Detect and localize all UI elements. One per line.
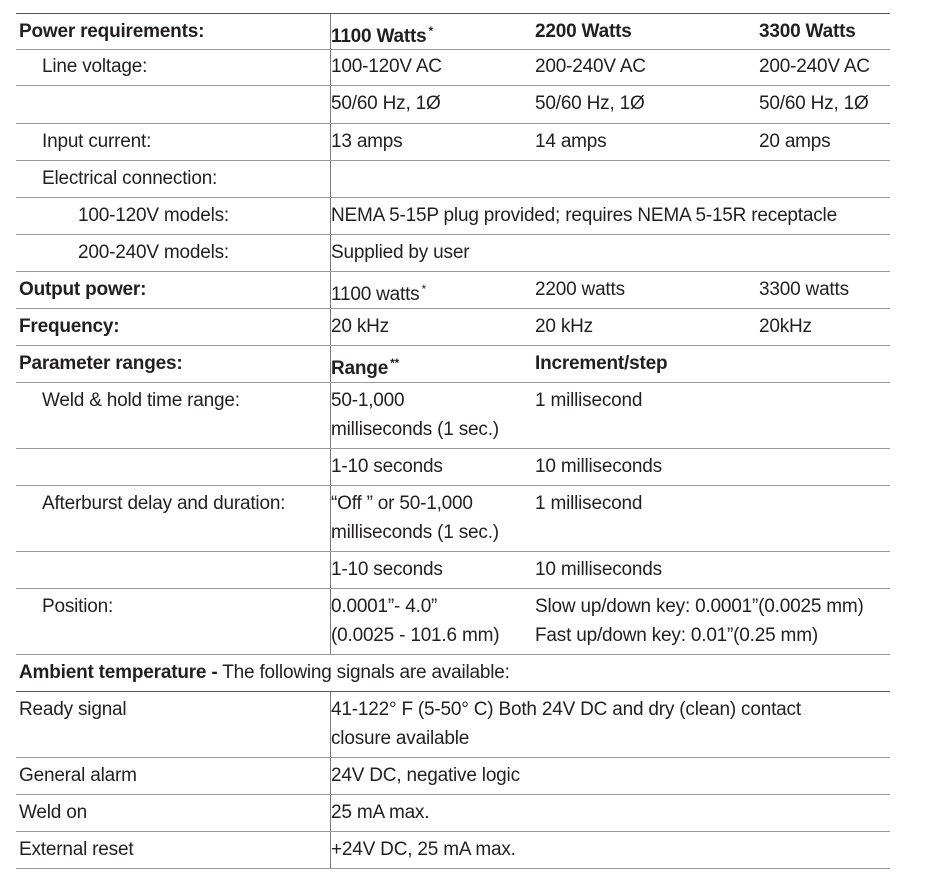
row-line-frequency — [16, 86, 890, 124]
weld-on-value: 25 mA max. — [331, 802, 430, 823]
column-divider — [330, 161, 331, 197]
weld-hold-time-range-seconds: 1-10 seconds — [331, 456, 443, 477]
row-100-120v-models — [16, 198, 890, 235]
ready-signal-value: 41-122° F (5-50° C) Both 24V DC and dry (clean) contact closure available — [331, 699, 801, 749]
line-voltage-1100: 100-120V AC — [331, 56, 442, 77]
row-200-240v-models — [16, 235, 890, 272]
frequency-3300: 20kHz — [759, 316, 812, 337]
row-frequency — [16, 309, 890, 346]
position-step: Slow up/down key: 0.0001”(0.0025 mm) Fast up/down key: 0.01”(0.25 mm) — [535, 596, 864, 646]
ambient-temperature-text: Ambient temperature - The following signals are available: — [19, 662, 510, 683]
row-weld-hold-time-seconds — [16, 449, 890, 486]
row-electrical-connection — [16, 161, 890, 198]
afterburst-step: 1 millisecond — [535, 493, 643, 514]
external-reset-label: External reset — [19, 839, 134, 860]
frequency-2200: 20 kHz — [535, 316, 593, 337]
row-parameter-ranges — [16, 346, 890, 383]
input-current-3300: 20 amps — [759, 131, 831, 152]
row-external-reset — [16, 832, 890, 869]
afterburst-range-seconds: 1-10 seconds — [331, 559, 443, 580]
row-line-voltage — [16, 49, 890, 86]
row-output-power — [16, 272, 890, 309]
output-power-2200: 2200 watts — [535, 279, 625, 300]
row-afterburst — [16, 486, 890, 552]
weld-hold-time-label: Weld & hold time range: — [42, 390, 240, 411]
external-reset-value: +24V DC, 25 mA max. — [331, 839, 516, 860]
line-voltage-label: Line voltage: — [42, 56, 148, 77]
row-position — [16, 589, 890, 655]
range-header: Range ** — [331, 356, 400, 379]
power-1100-header: 1100 Watts * — [331, 24, 433, 47]
power-2200-header: 2200 Watts — [535, 21, 632, 42]
row-general-alarm — [16, 758, 890, 795]
general-alarm-value: 24V DC, negative logic — [331, 765, 520, 786]
row-input-current — [16, 124, 890, 161]
afterburst-label: Afterburst delay and duration: — [42, 493, 286, 514]
output-power-label: Output power: — [19, 279, 147, 300]
models-100-120v-value: NEMA 5-15P plug provided; requires NEMA 5-15R receptacle — [331, 205, 837, 226]
input-current-2200: 14 amps — [535, 131, 607, 152]
row-weld-hold-time — [16, 383, 890, 449]
models-100-120v-label: 100-120V models: — [78, 205, 230, 226]
parameter-ranges-label: Parameter ranges: — [19, 353, 183, 374]
position-range: 0.0001”- 4.0” (0.0025 - 101.6 mm) — [331, 596, 500, 646]
row-weld-on — [16, 795, 890, 832]
afterburst-step-seconds: 10 milliseconds — [535, 559, 662, 580]
weld-hold-time-step-seconds: 10 milliseconds — [535, 456, 662, 477]
line-voltage-3300: 200-240V AC — [759, 56, 870, 77]
increment-step-header: Increment/step — [535, 353, 668, 374]
electrical-connection-label: Electrical connection: — [42, 168, 218, 189]
output-power-3300: 3300 watts — [759, 279, 849, 300]
row-ready-signal — [16, 692, 890, 758]
power-requirements-label: Power requirements: — [19, 21, 205, 42]
models-200-240v-value: Supplied by user — [331, 242, 470, 263]
output-power-1100: 1100 watts * — [331, 282, 426, 305]
line-frequency-2200: 50/60 Hz, 1Ø — [535, 93, 645, 114]
weld-on-label: Weld on — [19, 802, 87, 823]
line-voltage-2200: 200-240V AC — [535, 56, 646, 77]
frequency-1100: 20 kHz — [331, 316, 389, 337]
input-current-1100: 13 amps — [331, 131, 403, 152]
weld-hold-time-range: 50-1,000 milliseconds (1 sec.) — [331, 390, 499, 440]
row-power-requirements — [16, 13, 890, 50]
afterburst-range: “Off ” or 50-1,000 milliseconds (1 sec.) — [331, 493, 499, 543]
line-frequency-3300: 50/60 Hz, 1Ø — [759, 93, 869, 114]
power-3300-header: 3300 Watts — [759, 21, 856, 42]
general-alarm-label: General alarm — [19, 765, 137, 786]
row-ambient-temperature — [16, 655, 890, 692]
line-frequency-1100: 50/60 Hz, 1Ø — [331, 93, 441, 114]
input-current-label: Input current: — [42, 131, 152, 152]
weld-hold-time-step: 1 millisecond — [535, 390, 643, 411]
ready-signal-label: Ready signal — [19, 699, 127, 720]
row-afterburst-seconds — [16, 552, 890, 589]
position-label: Position: — [42, 596, 114, 617]
frequency-label: Frequency: — [19, 316, 120, 337]
models-200-240v-label: 200-240V models: — [78, 242, 230, 263]
